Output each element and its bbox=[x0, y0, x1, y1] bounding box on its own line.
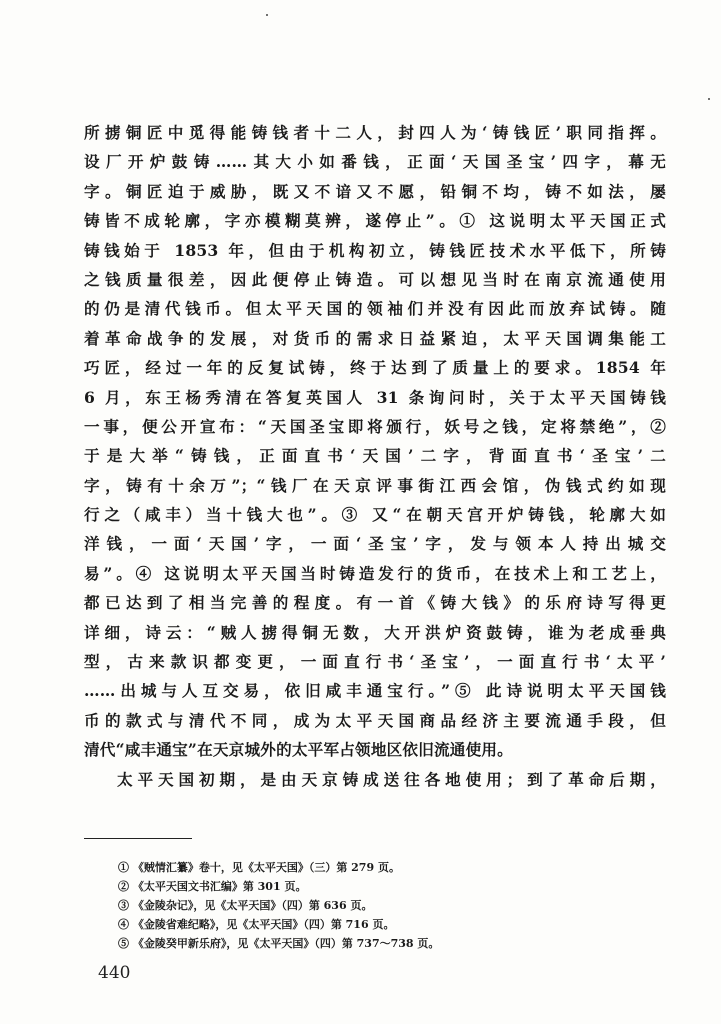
text-line: ……出城与人互交易，依旧咸丰通宝行。”⑤ 此诗说明太平天国钱 bbox=[84, 681, 666, 701]
print-speck bbox=[266, 14, 268, 16]
text-line: 都已达到了相当完善的程度。有一首《铸大钱》的乐府诗写得更 bbox=[84, 593, 666, 613]
text-line: 铸皆不成轮廓，字亦模糊莫辨，遂停止”。① 这说明太平天国正式 bbox=[84, 211, 666, 231]
footnotes bbox=[118, 858, 578, 953]
text-line: 着革命战争的发展，对货币的需求日益紧迫，太平天国调集能工 bbox=[84, 328, 666, 348]
text-line: 详细，诗云：“贼人掳得铜无数，大开洪炉资鼓铸，谁为老成垂典 bbox=[84, 622, 666, 642]
text-line: 易”。④ 这说明太平天国当时铸造发行的货币，在技术上和工艺上， bbox=[84, 563, 666, 583]
text-line: 6 月，东王杨秀清在答复英国人 31 条询问时，关于太平天国铸钱 bbox=[84, 387, 666, 407]
footnote: ④ 《金陵省难纪略》，见《太平天国》（四）第 716 页。 bbox=[118, 918, 395, 931]
footnote-divider bbox=[84, 838, 192, 839]
text-line: 于是大举“铸钱，正面直书‘天国’二字，背面直书‘圣宝’二 bbox=[84, 446, 666, 466]
text-line: 铸钱始于 1853 年，但由于机构初立，铸钱匠技术水平低下，所铸 bbox=[84, 240, 666, 260]
text-line: 行之（咸丰）当十钱大也”。③ 又“在朝天宫开炉铸钱，轮廓大如 bbox=[84, 505, 666, 525]
body-text bbox=[84, 118, 666, 794]
text-line: 所掳铜匠中觅得能铸钱者十二人，封四人为‘铸钱匠’职同指挥。 bbox=[84, 123, 666, 142]
text-line: 巧匠，经过一年的反复试铸，终于达到了质量上的要求。1854 年 bbox=[84, 358, 666, 378]
text-line: 洋钱，一面‘天国’字，一面‘圣宝’字，发与领本人持出城交 bbox=[84, 534, 666, 554]
text-line: 币的款式与清代不同，成为太平天国商品经济主要流通手段，但 bbox=[84, 710, 666, 730]
footnote: ③ 《金陵杂记》，见《太平天国》（四）第 636 页。 bbox=[118, 899, 373, 912]
text-line: 字。铜匠迫于威胁，既又不谙又不愿，铅铜不均，铸不如法，屡 bbox=[84, 181, 666, 201]
footnote: ⑤ 《金陵癸甲新乐府》，见《太平天国》（四）第 737～738 页。 bbox=[118, 937, 440, 950]
text-line: 清代“咸丰通宝”在天京城外的太平军占领地区依旧流通使用。 bbox=[84, 740, 513, 760]
paragraph-first-line: 太平天国初期，是由天京铸成送往各地使用；到了革命后期， bbox=[117, 769, 666, 789]
page-number: 440 bbox=[98, 963, 131, 983]
print-speck bbox=[708, 98, 710, 100]
footnote: ① 《贼情汇纂》卷十，见《太平天国》（三）第 279 页。 bbox=[118, 861, 400, 874]
footnote: ② 《太平天国文书汇编》第 301 页。 bbox=[118, 880, 307, 893]
text-line: 型，古来款识都变更，一面直行书‘圣宝’，一面直行书‘太平’ bbox=[84, 652, 666, 672]
text-line: 的仍是清代钱币。但太平天国的领袖们并没有因此而放弃试铸。随 bbox=[84, 299, 666, 319]
text-line: 设厂开炉鼓铸……其大小如番钱，正面‘天国圣宝’四字，幕无 bbox=[84, 152, 666, 172]
text-line: 字，铸有十余万”；“钱厂在天京评事街江西会馆，伪钱式约如现 bbox=[84, 475, 666, 495]
text-line: 一事，便公开宣布：“天国圣宝即将颁行，妖号之钱，定将禁绝”，② bbox=[84, 416, 666, 436]
text-line: 之钱质量很差，因此便停止铸造。可以想见当时在南京流通使用 bbox=[84, 269, 666, 289]
